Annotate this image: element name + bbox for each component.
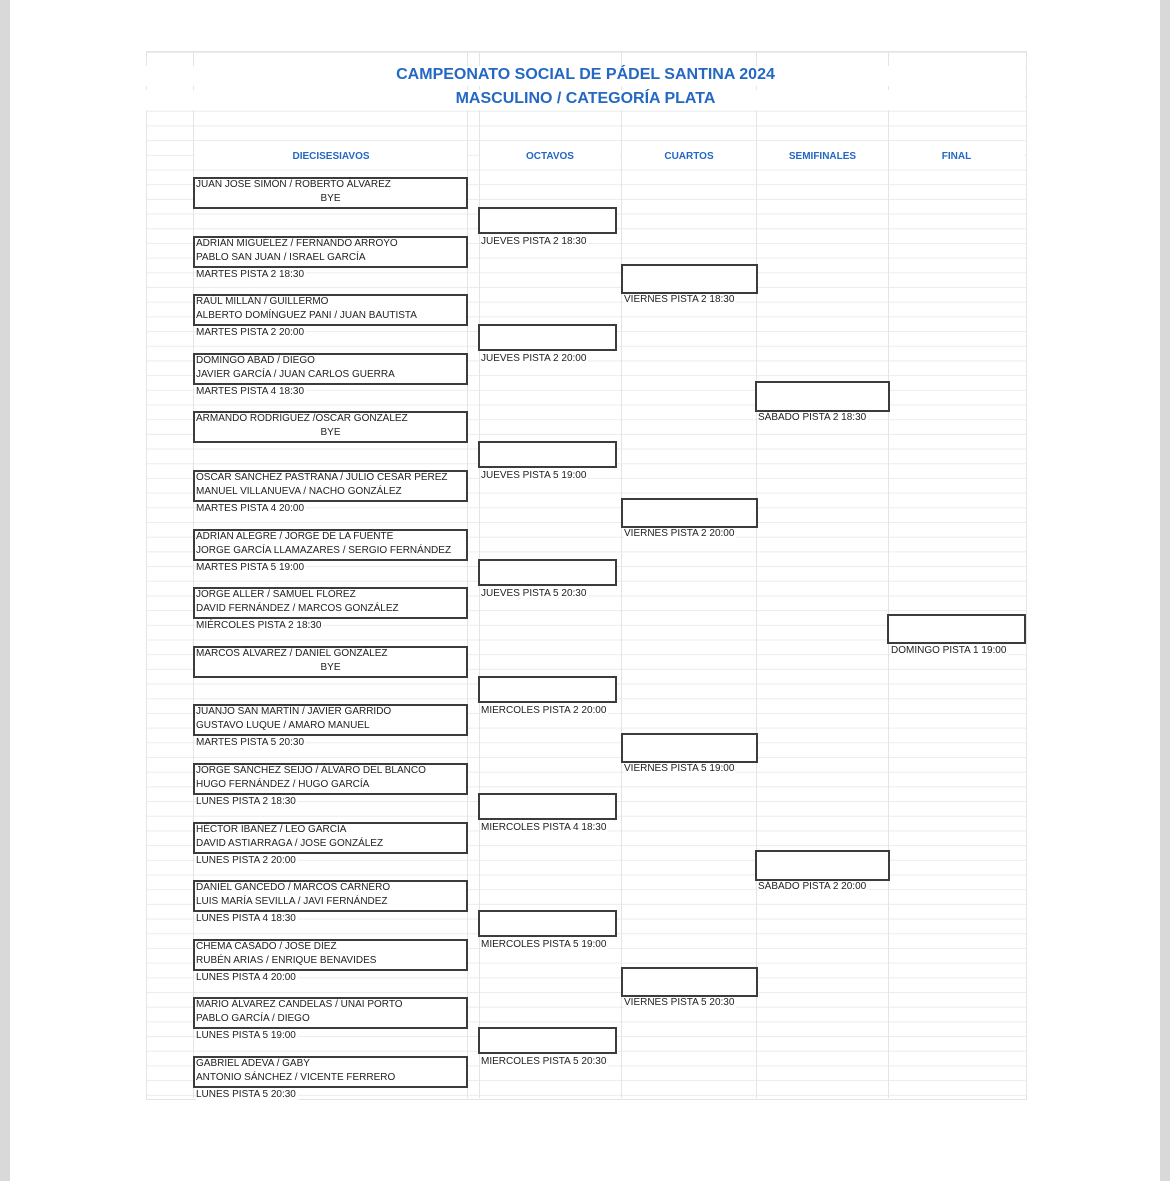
- title-line-1: CAMPEONATO SOCIAL DE PÁDEL SANTINA 2024: [146, 66, 1025, 86]
- team-2: GUSTAVO LUQUE / AMARO MANUEL: [196, 720, 370, 732]
- team-1: ARMANDO RODRÍGUEZ /OSCAR GONZÁLEZ: [196, 413, 408, 425]
- team-2: ALBERTO DOMÍNGUEZ PANI / JUAN BAUTISTA: [196, 310, 417, 322]
- team-1: JUAN JOSE SIMÓN / ROBERTO ÁLVAREZ: [196, 179, 391, 190]
- team-2: PABLO GARCÍA / DIEGO: [196, 1013, 310, 1025]
- bye-label: BYE: [320, 427, 341, 439]
- octavos-box: [478, 207, 617, 234]
- bye-label: BYE: [320, 193, 341, 204]
- final-time: DOMINGO PISTA 1 19:00: [891, 645, 1007, 656]
- final-box: [887, 614, 1026, 644]
- match-time: LUNES PISTA 2 18:30: [196, 796, 296, 807]
- column-header-final: FINAL: [889, 151, 1024, 162]
- octavos-box: [478, 793, 617, 820]
- team-1: CHEMA CASADO / JOSE DÍEZ: [196, 940, 337, 952]
- octavos-time: JUEVES PISTA 5 19:00: [481, 470, 587, 482]
- cuartos-time: VIERNES PISTA 5 19:00: [624, 762, 735, 774]
- team-1: JUANJO SAN MARTÍN / JAVIER GARRIDO: [196, 706, 392, 718]
- match-time: MARTES PISTA 2 20:00: [196, 327, 305, 339]
- team-1: ADRIÁN MIGUÉLEZ / FERNANDO ARROYO: [196, 237, 398, 249]
- octavos-time: JUEVES PISTA 2 20:00: [481, 353, 587, 365]
- team-1: ADRÍAN ALEGRE / JORGE DE LA FUENTE: [196, 530, 394, 542]
- team-2: PABLO SAN JUAN / ISRAEL GARCÍA: [196, 251, 366, 263]
- cuartos-box: [621, 733, 758, 763]
- match-time: LUNES PISTA 5 20:30: [196, 1089, 296, 1100]
- match-time: LUNES PISTA 4 20:00: [196, 971, 296, 983]
- column-header-octavos: OCTAVOS: [480, 151, 620, 162]
- column-header-cuartos: CUARTOS: [622, 151, 756, 162]
- team-2: HUGO FERNÁNDEZ / HUGO GARCÍA: [196, 779, 370, 790]
- match-time: MARTES PISTA 4 20:00: [196, 503, 305, 514]
- match-time: LUNES PISTA 4 18:30: [196, 913, 296, 925]
- cuartos-box: [621, 498, 758, 528]
- octavos-box: [478, 676, 617, 703]
- match-time: MIÉRCOLES PISTA 2 18:30: [196, 620, 322, 632]
- team-2: DAVID ASTIARRAGA / JOSE GONZÁLEZ: [196, 837, 384, 849]
- team-1: HÉCTOR IBAÑEZ / LEO GARCÍA: [196, 823, 347, 835]
- column-header-dieciseisavos: DIECISESIAVOS: [195, 151, 467, 162]
- team-2: DAVID FERNÁNDEZ / MARCOS GONZÁLEZ: [196, 603, 399, 615]
- team-1: OSCAR SANCHEZ PASTRANA / JULIO CESAR PÉREZ: [196, 472, 448, 483]
- grid-column-line: [756, 51, 757, 1098]
- match-time: LUNES PISTA 5 19:00: [196, 1030, 296, 1042]
- match-time: LUNES PISTA 2 20:00: [196, 854, 296, 866]
- octavos-time: MIERCOLES PISTA 2 20:00: [481, 704, 607, 716]
- team-1: MARCOS ÁLVAREZ / DANIEL GONZÁLEZ: [196, 647, 388, 659]
- octavos-box: [478, 324, 617, 351]
- cuartos-time: VIERNES PISTA 2 18:30: [624, 294, 735, 305]
- team-2: JORGE GARCÍA LLAMAZARES / SERGIO FERNÁNDEZ: [196, 544, 452, 556]
- grid-column-line: [888, 51, 889, 1098]
- team-2: RUBÉN ARIAS / ENRIQUE BENAVIDES: [196, 954, 377, 966]
- semifinal-box: [755, 850, 890, 881]
- team-2: MANUEL VILLANUEVA / NACHO GONZÁLEZ: [196, 486, 402, 497]
- octavos-box: [478, 441, 617, 468]
- bye-label: BYE: [320, 661, 341, 673]
- octavos-time: MIERCOLES PISTA 5 20:30: [481, 1056, 607, 1068]
- semifinal-box: [755, 381, 890, 412]
- match-time: MARTES PISTA 4 18:30: [196, 385, 305, 397]
- octavos-time: MIERCOLES PISTA 5 19:00: [481, 939, 607, 951]
- team-1: GABRIEL ADEVA / GABY: [196, 1058, 310, 1069]
- title-line-2: MASCULINO / CATEGORÍA PLATA: [146, 90, 1025, 110]
- team-1: JORGE ALLER / SAMUEL FLÓREZ: [196, 589, 356, 601]
- semifinal-time: SÁBADO PISTA 2 20:00: [758, 880, 867, 892]
- octavos-box: [478, 559, 617, 586]
- grid-column-line: [621, 51, 622, 1098]
- team-1: DOMINGO ABAD / DIEGO: [196, 354, 315, 366]
- team-2: LUIS MARÍA SEVILLA / JAVI FERNÁNDEZ: [196, 896, 388, 908]
- cuartos-time: VIERNES PISTA 5 20:30: [624, 997, 735, 1009]
- team-1: MARIO ÁLVAREZ CANDELAS / UNAI PORTO: [196, 999, 403, 1011]
- team-1: DANIEL GANCEDO / MARCOS CARNERO: [196, 882, 391, 894]
- octavos-time: JUEVES PISTA 5 20:30: [481, 587, 587, 599]
- octavos-time: JUEVES PISTA 2 18:30: [481, 236, 587, 247]
- cuartos-box: [621, 967, 758, 997]
- cuartos-box: [621, 264, 758, 294]
- match-time: MARTES PISTA 5 20:30: [196, 737, 305, 749]
- octavos-time: MIERCOLES PISTA 4 18:30: [481, 822, 607, 833]
- team-1: JORGE SÁNCHEZ SEIJO / ÁLVARO DEL BLANCO: [196, 765, 426, 776]
- team-1: RAÚL MILLÁN / GUILLERMO: [196, 296, 329, 308]
- match-time: MARTES PISTA 2 18:30: [196, 268, 305, 280]
- match-time: MARTES PISTA 5 19:00: [196, 561, 305, 573]
- octavos-box: [478, 910, 617, 937]
- team-2: ANTONIO SÁNCHEZ / VICENTE FERRERO: [196, 1072, 396, 1083]
- team-2: JAVIER GARCÍA / JUAN CARLOS GUERRA: [196, 368, 395, 380]
- octavos-box: [478, 1027, 617, 1054]
- column-header-semifinales: SEMIFINALES: [757, 151, 888, 162]
- semifinal-time: SÁBADO PISTA 2 18:30: [758, 412, 867, 423]
- cuartos-time: VIERNES PISTA 2 20:00: [624, 528, 735, 540]
